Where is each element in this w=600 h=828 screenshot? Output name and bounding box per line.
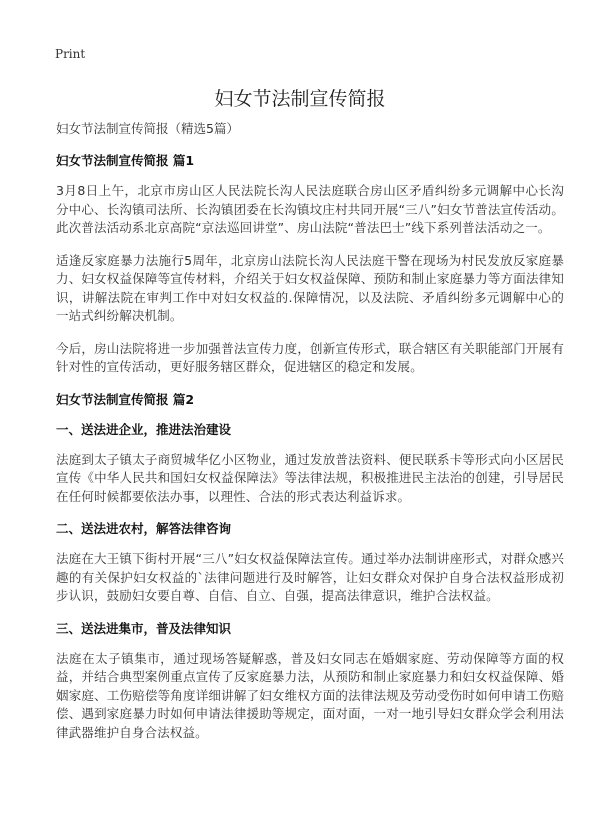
paragraph: 适逢反家庭暴力法施行5周年，北京房山法院长沟人民法庭干警在现场为村民发放反家庭暴力、妇女权益保障等宣传材料，介绍关于妇女权益保障、预防和制止家庭暴力等方面法律知识，讲解法院在审判工作中对妇女权益的.保障情况，以及法院、矛盾纠纷多元调解中心的一站式纠纷解决机制。 xyxy=(56,252,564,323)
document-body xyxy=(56,120,564,756)
document-title: 妇女节法制宣传简报 xyxy=(214,88,386,110)
document-subtitle: 妇女节法制宣传简报（精选5篇） xyxy=(56,121,239,136)
section-heading-2: 妇女节法制宣传简报 篇2 xyxy=(56,391,195,407)
subsection-heading-village: 二、送法进农村，解答法律咨询 xyxy=(56,521,232,536)
paragraph: 今后，房山法院将进一步加强普法宣传力度，创新宣传形式，联合辖区有关职能部门开展有针对性的宣传活动，更好服务辖区群众，促进辖区的稳定和发展。 xyxy=(56,340,564,374)
paragraph: 法庭到太子镇太子商贸城华亿小区物业，通过发放普法资料、便民联系卡等形式向小区居民宣传《中华人民共和国妇女权益保障法》等法律法规，积极推进民主法治的创建，引导居民在任何时候都要依法办事，以理性、合法的形式表达利益诉求。 xyxy=(56,451,564,504)
print-link[interactable]: Print xyxy=(55,47,86,61)
paragraph: 3月8日上午，北京市房山区人民法院长沟人民法庭联合房山区矛盾纠纷多元调解中心长沟分中心、长沟镇司法所、长沟镇团委在长沟镇坟庄村共同开展“三八”妇女节普法宣传活动。此次普法活动系北京高院“京法巡回讲堂”、房山法院“普法巴士”线下系列普法活动之一。 xyxy=(56,183,564,235)
section-heading-1: 妇女节法制宣传简报 篇1 xyxy=(56,153,195,168)
paragraph: 法庭在太子镇集市，通过现场答疑解惑，普及妇女同志在婚姻家庭、劳动保障等方面的权益，并结合典型案例重点宣传了反家庭暴力法，从预防和制止家庭暴力和妇女权益保障、婚姻家庭、工伤赔偿等角度详细讲解了妇女维权方面的法律法规及劳动受伤时如何申请工伤赔偿、遇到家庭暴力时如何申请法律援助等规定，面对面，一对一地引导妇女群众学会利用法律武器维护自身合法权益。 xyxy=(56,650,564,740)
paragraph: 法庭在大王镇下街村开展“三八”妇女权益保障法宣传。通过举办法制讲座形式，对群众感兴趣的有关保护妇女权益的`法律问题进行及时解答，让妇女群众对保护自身合法权益形成初步认识，鼓励妇女要自尊、自信、自立、自强，提高法律意识，维护合法权益。 xyxy=(56,551,564,603)
subsection-heading-market: 三、送法进集市，普及法律知识 xyxy=(56,620,232,636)
subsection-heading-enterprise: 一、送法进企业，推进法治建设 xyxy=(56,421,232,437)
